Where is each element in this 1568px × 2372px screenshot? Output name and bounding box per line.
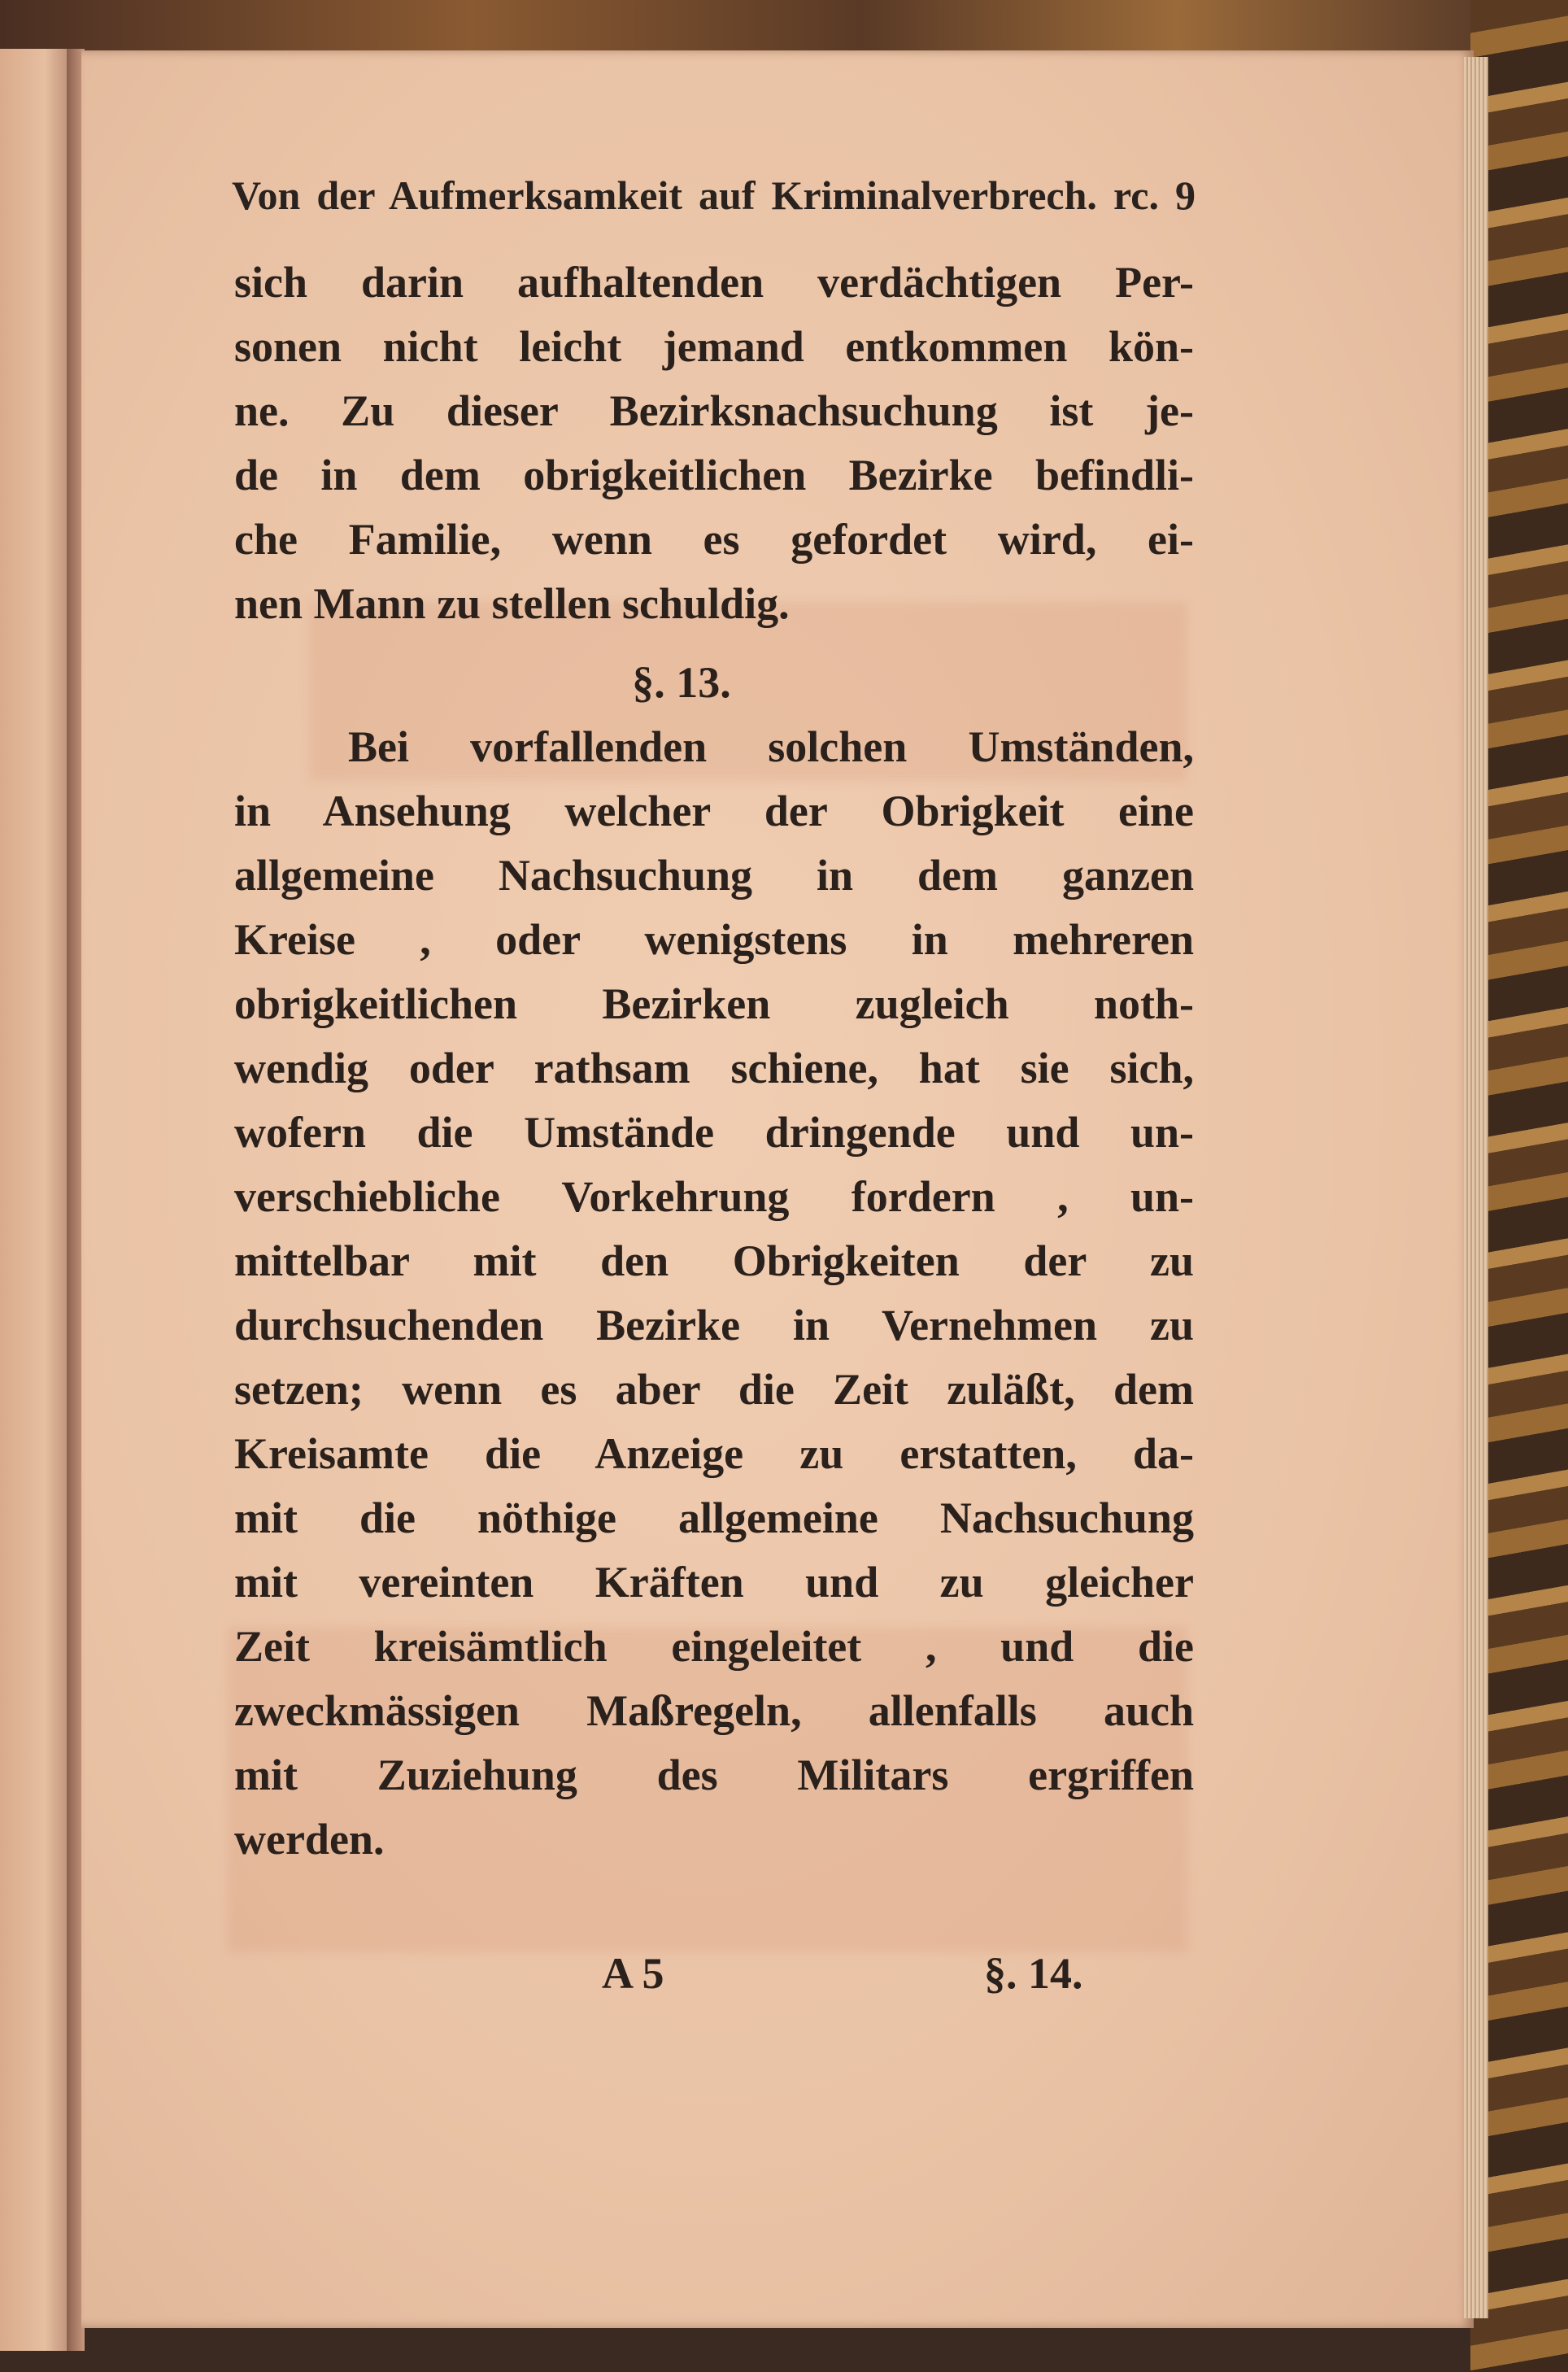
left-page-edge	[0, 49, 75, 2351]
text-line: wofern die Umstände dringende und un-	[234, 1108, 1194, 1157]
text-line: durchsuchenden Bezirke in Vernehmen zu	[234, 1301, 1194, 1350]
text-line: Bei vorfallenden solchen Umständen,	[348, 722, 1194, 771]
text-line: Kreisamte die Anzeige zu erstatten, da-	[234, 1429, 1194, 1478]
text-line: Kreise , oder wenigstens in mehreren	[234, 915, 1194, 964]
page-body	[234, 251, 1194, 1872]
text-line: in Ansehung welcher der Obrigkeit eine	[234, 787, 1194, 835]
section-heading: §. 13.	[632, 658, 731, 707]
text-line: mit die nöthige allgemeine Nachsuchung	[234, 1493, 1194, 1542]
text-line: Zeit kreisämtlich eingeleitet , und die	[234, 1622, 1194, 1671]
text-line: zweckmässigen Maßregeln, allenfalls auch	[234, 1686, 1194, 1735]
text-line: mit vereinten Kräften und zu gleicher	[234, 1558, 1194, 1607]
text-line: sich darin aufhaltenden verdächtigen Per-	[234, 258, 1194, 307]
text-line: allgemeine Nachsuchung in dem ganzen	[234, 851, 1194, 900]
text-line: mit Zuziehung des Militars ergriffen	[234, 1751, 1194, 1799]
running-title: Von der Aufmerksamkeit auf Kriminalverbrech. rc.	[232, 172, 1159, 218]
page-edges	[1464, 57, 1488, 2318]
text-line: werden.	[234, 1815, 385, 1864]
text-line: mittelbar mit den Obrigkeiten der zu	[234, 1236, 1194, 1285]
running-header	[232, 167, 1196, 224]
text-line: verschiebliche Vorkehrung fordern , un-	[234, 1172, 1194, 1221]
text-line: obrigkeitlichen Bezirken zugleich noth-	[234, 979, 1194, 1028]
text-line: ne. Zu dieser Bezirksnachsuchung ist je-	[234, 386, 1194, 435]
signature-mark: A 5	[602, 1949, 664, 1998]
text-line: setzen; wenn es aber die Zeit zuläßt, dem	[234, 1365, 1194, 1414]
page-number: 9	[1175, 172, 1196, 218]
text-line: che Familie, wenn es gefordet wird, ei-	[234, 515, 1194, 564]
catchword: §. 14.	[984, 1949, 1083, 1998]
text-line: sonen nicht leicht jemand entkommen kön-	[234, 322, 1194, 371]
text-line: wendig oder rathsam schiene, hat sie sich,	[234, 1044, 1194, 1092]
text-line: nen Mann zu stellen schuldig.	[234, 579, 790, 628]
text-line: de in dem obrigkeitlichen Bezirke befindli-	[234, 451, 1194, 499]
